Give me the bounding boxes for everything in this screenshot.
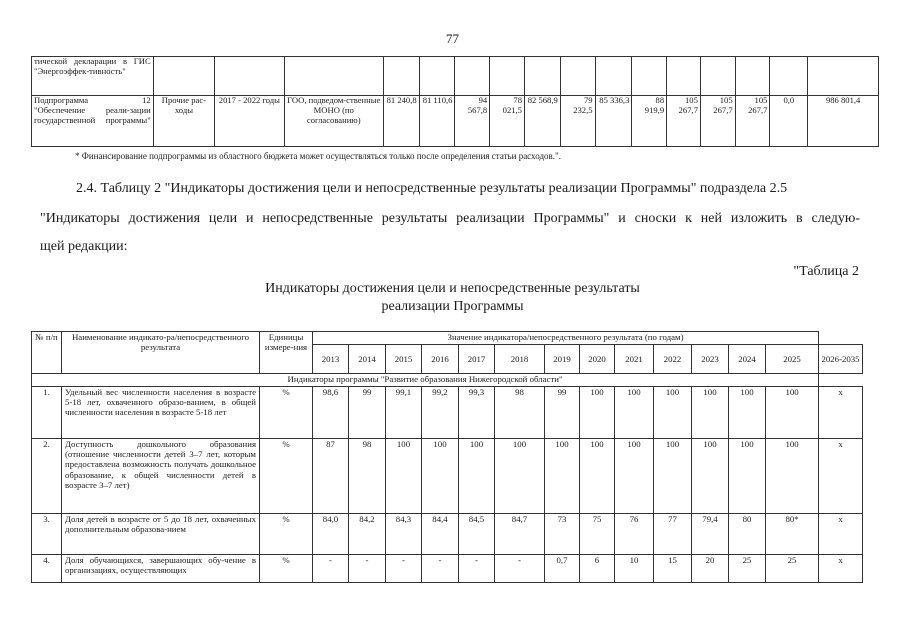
col-header-num: № п/п (32, 332, 62, 374)
page-number: 77 (446, 31, 459, 46)
year-header: 2020 (580, 345, 615, 374)
value-cell: 100 (495, 439, 545, 514)
value-cell: 99,2 (422, 387, 459, 439)
value-cell: 73 (545, 514, 580, 555)
value-cell: x (819, 387, 863, 439)
year-header: 2013 (313, 345, 349, 374)
executor: ГОО, подведом-ственные МОНО (по согласованию) (284, 96, 383, 147)
footnote: * Финансирование подпрограммы из областного бюджета может осуществляться только после определения статьи расходов.". (75, 151, 561, 161)
value-cell: x (819, 514, 863, 555)
year-header: 2022 (654, 345, 692, 374)
value-cell: 100 (545, 439, 580, 514)
value-cell: - (422, 555, 459, 583)
cell-declaration: тической декларации в ГИС "Энергоэффек-тивность" (32, 57, 154, 96)
amount: 82 568,9 (524, 96, 560, 147)
subprogram-name: Подпрограмма 12 "Обеспечение реали-зации государственной программы" (32, 96, 154, 147)
amount: 81 240,8 (383, 96, 419, 147)
expense-type: Прочие рас-ходы (153, 96, 214, 147)
value-cell: 25 (766, 555, 819, 583)
value-cell: 99 (349, 387, 386, 439)
table-row (32, 514, 863, 555)
amount: 78 021,5 (490, 96, 525, 147)
unit: % (260, 387, 313, 439)
year-header: 2026-2035 (819, 345, 863, 374)
value-cell: 98 (349, 439, 386, 514)
amount: 79 232,5 (560, 96, 595, 147)
value-cell: 100 (654, 387, 692, 439)
row-num: 2. (32, 439, 62, 514)
value-cell: 80* (766, 514, 819, 555)
indicator-name: Доля детей в возрасте от 5 до 18 лет, охваченных дополнительным образова-нием (62, 514, 260, 555)
value-cell: 0,7 (545, 555, 580, 583)
indicator-name: Доступность дошкольного образования (отношение численности детей 3–7 лет, которым предоставлена возможность получать дошкольное образование, к общей численности детей в возрасте 3–7 лет) (62, 439, 260, 514)
paragraph-line: "Индикаторы достижения цели и непосредственные результаты реализации Программы" и сноски к ней изложить в следую- (40, 211, 860, 226)
value-cell: 98,6 (313, 387, 349, 439)
table-title: Индикаторы достижения цели и непосредственные результаты (265, 281, 640, 296)
amount: 88 919,9 (632, 96, 667, 147)
value-cell: 76 (615, 514, 654, 555)
header-row (32, 332, 863, 345)
unit: % (260, 439, 313, 514)
paragraph-line: щей редакции: (40, 239, 128, 254)
value-cell: 99,1 (386, 387, 422, 439)
year-header: 2015 (386, 345, 422, 374)
value-cell: 6 (580, 555, 615, 583)
year-header: 2014 (349, 345, 386, 374)
value-cell: 77 (654, 514, 692, 555)
value-cell: 100 (580, 439, 615, 514)
value-cell: 87 (313, 439, 349, 514)
value-cell: 80 (729, 514, 766, 555)
year-header: 2018 (495, 345, 545, 374)
value-cell: 100 (580, 387, 615, 439)
amount: 0,0 (770, 96, 808, 147)
year-header: 2023 (692, 345, 729, 374)
value-cell: 100 (766, 439, 819, 514)
table-row (32, 57, 879, 96)
paragraph-line: 2.4. Таблицу 2 "Индикаторы достижения цели и непосредственные результаты реализации Программы" подраздела 2.5 (76, 181, 788, 196)
section-row (32, 374, 863, 387)
value-cell: 84,2 (349, 514, 386, 555)
value-cell: 99,3 (459, 387, 495, 439)
value-cell: - (386, 555, 422, 583)
amount: 105 267,7 (700, 96, 735, 147)
value-cell: 10 (615, 555, 654, 583)
col-header-name: Наименование индикато-ра/непосредственного результата (62, 332, 260, 374)
value-cell: 100 (654, 439, 692, 514)
section-title: Индикаторы программы "Развитие образования Нижегородской области" (32, 374, 819, 387)
value-cell: 98 (495, 387, 545, 439)
col-header-unit: Единицы измере-ния (260, 332, 313, 374)
value-cell: 100 (692, 439, 729, 514)
funding-table (31, 56, 879, 147)
table-row (32, 96, 879, 147)
amount-total: 986 801,4 (808, 96, 879, 147)
unit: % (260, 514, 313, 555)
year-header: 2021 (615, 345, 654, 374)
table-label: "Таблица 2 (793, 264, 859, 279)
value-cell: 99 (545, 387, 580, 439)
year-header: 2017 (459, 345, 495, 374)
unit: % (260, 555, 313, 583)
value-cell: 79,4 (692, 514, 729, 555)
year-header: 2016 (422, 345, 459, 374)
table-title: реализации Программы (381, 299, 524, 314)
row-num: 3. (32, 514, 62, 555)
value-cell: 100 (729, 387, 766, 439)
value-cell: 84,4 (422, 514, 459, 555)
value-cell: - (349, 555, 386, 583)
value-cell: 100 (386, 439, 422, 514)
year-header: 2019 (545, 345, 580, 374)
value-cell: - (313, 555, 349, 583)
value-cell: 20 (692, 555, 729, 583)
table-row (32, 439, 863, 514)
amount: 105 267,7 (735, 96, 770, 147)
table-row (32, 387, 863, 439)
value-cell: 84,7 (495, 514, 545, 555)
value-cell: 84,3 (386, 514, 422, 555)
row-num: 4. (32, 555, 62, 583)
value-cell: 75 (580, 514, 615, 555)
value-cell: 100 (615, 387, 654, 439)
period: 2017 - 2022 годы (215, 96, 285, 147)
row-num: 1. (32, 387, 62, 439)
indicators-table (31, 331, 863, 583)
value-cell: 100 (729, 439, 766, 514)
value-cell: 84,5 (459, 514, 495, 555)
value-cell: 100 (422, 439, 459, 514)
value-cell: 100 (459, 439, 495, 514)
amount: 81 110,6 (419, 96, 455, 147)
value-cell: x (819, 555, 863, 583)
amount: 105 267,7 (667, 96, 701, 147)
col-header-values: Значение индикатора/непосредственного результата (по годам) (313, 332, 819, 345)
year-header: 2025 (766, 345, 819, 374)
value-cell: 84,0 (313, 514, 349, 555)
value-cell: x (819, 439, 863, 514)
amount: 94 567,8 (455, 96, 490, 147)
table-row (32, 555, 863, 583)
indicator-name: Доля обучающихся, завершающих обу-чение в организациях, осуществляющих (62, 555, 260, 583)
indicator-name: Удельный вес численности населения в возрасте 5-18 лет, охваченного образо-ванием, в общей численности населения в возрасте 5-18 лет (62, 387, 260, 439)
value-cell: 100 (766, 387, 819, 439)
value-cell: - (459, 555, 495, 583)
value-cell: 15 (654, 555, 692, 583)
value-cell: 25 (729, 555, 766, 583)
year-header: 2024 (729, 345, 766, 374)
amount: 85 336,3 (595, 96, 632, 147)
value-cell: - (495, 555, 545, 583)
value-cell: 100 (615, 439, 654, 514)
value-cell: 100 (692, 387, 729, 439)
